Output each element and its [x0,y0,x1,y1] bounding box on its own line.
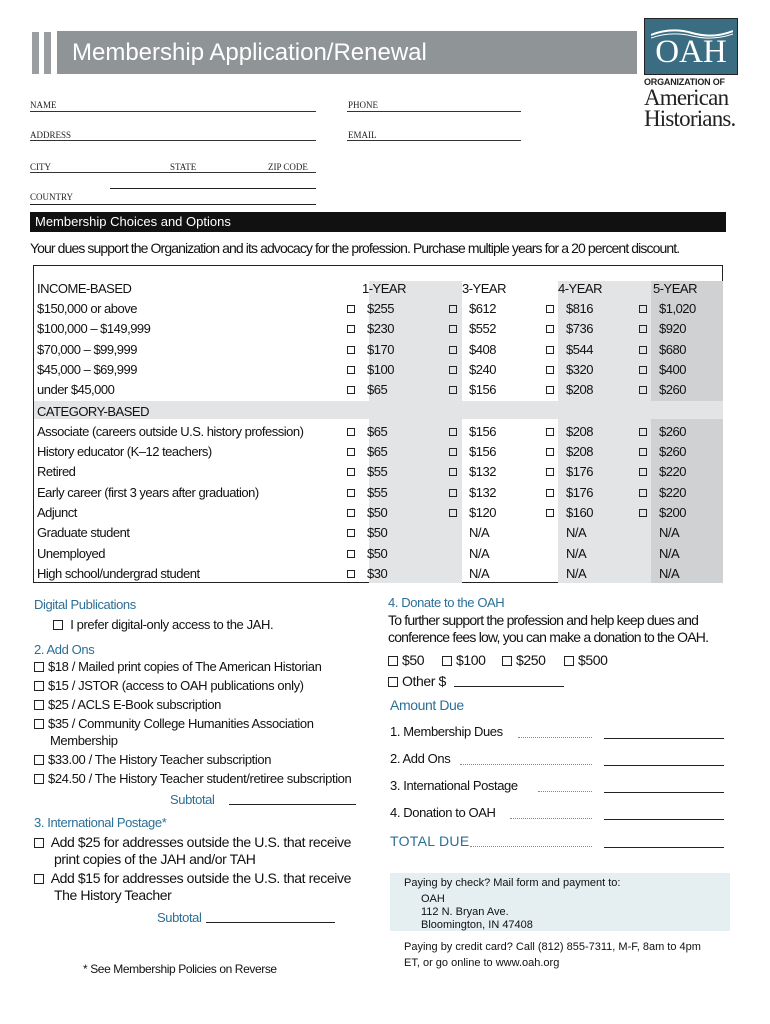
checkbox[interactable] [639,366,647,374]
checkbox[interactable] [347,550,355,558]
postage-subtotal-field[interactable] [206,922,335,923]
price-option[interactable]: $612 [449,301,496,316]
due-line-2-field[interactable] [604,765,724,766]
addon-item[interactable]: $33.00 / The History Teacher subscription [34,752,271,767]
price-option[interactable]: $230 [347,321,394,336]
row-label: $70,000 – $99,999 [37,341,137,357]
checkbox[interactable] [639,346,647,354]
table-row [34,462,724,482]
checkbox[interactable] [442,656,452,666]
addon-item-cont: Membership [50,733,118,748]
column-header: 1-YEAR [362,281,406,296]
row-label: Associate (careers outside U.S. history profession) [37,423,304,439]
income-heading: INCOME-BASED [37,281,132,296]
checkbox[interactable] [34,774,44,784]
checkbox[interactable] [347,386,355,394]
header-bars [32,32,54,74]
price-option[interactable]: $55 [347,464,387,479]
checkbox[interactable] [546,428,554,436]
addon-item[interactable]: $18 / Mailed print copies of The American Historian [34,659,321,674]
column-header: 3-YEAR [462,281,506,296]
checkbox[interactable] [449,386,457,394]
row-label: High school/undergrad student [37,565,200,581]
price-option[interactable]: $120 [449,505,496,520]
due-line-2-label: 2. Add Ons [390,751,451,766]
row-label: Graduate student [37,525,130,541]
checkbox[interactable] [449,448,457,456]
row-label: under $45,000 [37,382,115,398]
price-option[interactable]: $255 [347,301,394,316]
country-label: COUNTRY [30,192,74,202]
checkbox[interactable] [546,386,554,394]
price-option[interactable]: $208 [546,444,593,459]
price-option[interactable]: $132 [449,464,496,479]
price-option[interactable]: $65 [347,382,387,397]
table-row [34,299,724,319]
mail-address-line-3: Bloomington, IN 47408 [421,919,533,931]
wave-icon [651,27,733,39]
price-option[interactable]: $1,020 [639,301,696,316]
row-label: $45,000 – $69,999 [37,361,137,377]
price-option[interactable]: $544 [546,342,593,357]
logo-name-line2: Historians. [644,106,736,131]
donate-amount[interactable]: $50 [388,652,424,668]
policies-note: * See Membership Policies on Reverse [83,962,277,976]
name-field[interactable] [30,98,316,112]
zip-label: ZIP CODE [268,162,308,172]
price-option[interactable]: $260 [639,424,686,439]
table-row [34,483,724,503]
pay-by-check: Paying by check? Mail form and payment to: [404,877,621,889]
price-option[interactable]: $160 [546,505,593,520]
mail-address-line-2: 112 N. Bryan Ave. [421,906,509,918]
table-row [34,503,724,523]
checkbox[interactable] [34,874,44,884]
checkbox[interactable] [34,719,44,729]
table-row [34,523,724,543]
logo-org-line: ORGANIZATION OF [644,77,725,87]
addons-subtotal-field[interactable] [229,804,356,805]
due-line-4-label: 4. Donation to OAH [390,805,496,820]
row-label: $150,000 or above [37,301,137,316]
donate-text-2: conference fees low, you can make a donation to the OAH. [388,629,709,645]
price-option: N/A [469,565,490,581]
table-row [34,340,724,360]
due-line-1-field[interactable] [604,738,724,739]
checkbox[interactable] [546,305,554,313]
page-title: Membership Application/Renewal [57,31,637,74]
price-option[interactable]: $100 [347,362,394,377]
due-line-3-field[interactable] [604,792,724,793]
column-header: 4-YEAR [558,281,602,296]
donate-amount[interactable]: $500 [564,652,608,668]
row-label: Retired [37,464,76,480]
price-option[interactable]: $65 [347,424,387,439]
address-label: ADDRESS [30,130,72,140]
price-option: N/A [566,565,587,581]
donate-other[interactable]: Other $ [388,673,446,689]
price-option[interactable]: $50 [347,525,387,540]
price-option[interactable]: $200 [639,505,686,520]
checkbox[interactable] [639,489,647,497]
total-due-label: TOTAL DUE [390,833,470,849]
amount-due-heading: Amount Due [390,697,464,713]
price-option[interactable]: $260 [639,382,686,397]
row-label: $100,000 – $149,999 [37,321,151,337]
checkbox[interactable] [449,305,457,313]
price-option[interactable]: $132 [449,485,496,500]
checkbox[interactable] [546,366,554,374]
digital-heading: Digital Publications [34,597,136,612]
row-label: Early career (first 3 years after graduation) [37,484,259,500]
checkbox[interactable] [639,448,647,456]
checkbox[interactable] [347,529,355,537]
addon-item[interactable]: $24.50 / The History Teacher student/retiree subscription [34,771,351,786]
price-option[interactable]: $320 [546,362,593,377]
checkbox[interactable] [639,428,647,436]
checkbox[interactable] [34,755,44,765]
price-option[interactable]: $400 [639,362,686,377]
leader-dots [538,791,592,792]
membership-choices-heading: Membership Choices and Options [30,212,726,232]
table-row [34,380,724,400]
checkbox[interactable] [347,305,355,313]
price-option: N/A [469,545,490,561]
checkbox[interactable] [546,509,554,517]
leader-dots [460,764,592,765]
price-option[interactable]: $260 [639,444,686,459]
leader-dots [518,737,592,738]
checkbox[interactable] [449,509,457,517]
leader-dots [470,846,592,847]
checkbox[interactable] [34,700,44,710]
price-option[interactable]: $50 [347,505,387,520]
price-option[interactable]: $156 [449,382,496,397]
price-option[interactable]: $208 [546,382,593,397]
checkbox[interactable] [449,428,457,436]
logo-mark: OAH [644,18,738,75]
pay-by-card-1: Paying by credit card? Call (812) 855-7311, M-F, 8am to 4pm [404,941,701,953]
checkbox[interactable] [639,386,647,394]
checkbox[interactable] [502,656,512,666]
row-label: Adjunct [37,505,77,520]
addon-item[interactable]: $25 / ACLS E-Book subscription [34,697,221,712]
phone-label: PHONE [348,100,379,110]
checkbox[interactable] [639,305,647,313]
checkbox[interactable] [34,838,44,848]
checkbox[interactable] [546,448,554,456]
checkbox[interactable] [449,346,457,354]
digital-option[interactable]: I prefer digital-only access to the JAH. [53,617,273,632]
city-underline [110,188,316,189]
price-option[interactable]: $408 [449,342,496,357]
price-option[interactable]: $220 [639,464,686,479]
address-field[interactable] [30,127,316,141]
checkbox[interactable] [347,509,355,517]
price-option[interactable]: $55 [347,485,387,500]
price-option[interactable]: $240 [449,362,496,377]
city-label: CITY [30,162,51,172]
table-row [34,544,724,564]
price-option[interactable]: $208 [546,424,593,439]
price-option[interactable]: $50 [347,546,387,561]
checkbox[interactable] [347,366,355,374]
postage-option-1-cont: print copies of the JAH and/or TAH [54,851,256,867]
choices-intro: Your dues support the Organization and its advocacy for the profession. Purchase multiple years for a 20 percent discount. [30,240,680,256]
pay-by-card-2: ET, or go online to www.oah.org [404,957,560,969]
checkbox[interactable] [639,509,647,517]
table-row [34,402,724,422]
price-option: N/A [566,545,587,561]
postage-heading: 3. International Postage* [34,815,167,830]
checkbox[interactable] [347,448,355,456]
table-row [34,360,724,380]
mail-address-line-1: OAH [421,893,445,905]
due-line-4-field[interactable] [604,819,724,820]
price-option[interactable]: $680 [639,342,686,357]
checkbox[interactable] [53,620,63,630]
checkbox[interactable] [347,489,355,497]
donate-amount[interactable]: $100 [442,652,486,668]
price-option: N/A [469,525,490,541]
addons-subtotal-label: Subtotal [170,792,215,807]
category-heading: CATEGORY-BASED [37,403,149,419]
checkbox[interactable] [347,346,355,354]
price-option[interactable]: $30 [347,566,387,581]
table-row [34,442,724,462]
state-label: STATE [170,162,197,172]
checkbox[interactable] [34,662,44,672]
price-option[interactable]: $156 [449,444,496,459]
total-due-field[interactable] [604,847,724,848]
membership-table [33,265,723,583]
checkbox[interactable] [546,325,554,333]
donate-amount[interactable]: $250 [502,652,546,668]
checkbox[interactable] [639,468,647,476]
price-option[interactable]: $220 [639,485,686,500]
row-label: History educator (K–12 teachers) [37,444,212,460]
checkbox[interactable] [347,325,355,333]
price-option[interactable]: $65 [347,444,387,459]
name-label: NAME [30,100,57,110]
price-option[interactable]: $176 [546,464,593,479]
price-option[interactable]: $552 [449,321,496,336]
postage-option-1[interactable]: Add $25 for addresses outside the U.S. that receive [34,834,351,850]
price-option[interactable]: $156 [449,424,496,439]
table-row [34,564,724,584]
checkbox[interactable] [546,346,554,354]
due-line-1-label: 1. Membership Dues [390,724,503,739]
logo-name-line1: American [644,85,729,110]
checkbox[interactable] [639,325,647,333]
checkbox[interactable] [449,366,457,374]
price-option[interactable]: $816 [546,301,593,316]
checkbox[interactable] [449,489,457,497]
table-row [34,319,724,339]
price-option[interactable]: $920 [639,321,686,336]
country-underline [30,204,316,205]
checkbox[interactable] [347,468,355,476]
price-option[interactable]: $176 [546,485,593,500]
price-option[interactable]: $736 [546,321,593,336]
donate-heading: 4. Donate to the OAH [388,595,505,610]
addon-item[interactable]: $15 / JSTOR (access to OAH publications only) [34,678,304,693]
price-option: N/A [659,545,680,561]
checkbox[interactable] [34,681,44,691]
checkbox[interactable] [347,428,355,436]
email-label: EMAIL [348,130,377,140]
price-option: N/A [659,525,680,541]
checkbox[interactable] [388,656,398,666]
row-label: Unemployed [37,545,105,561]
checkbox[interactable] [388,677,398,687]
price-option: N/A [659,565,680,581]
leader-dots [510,818,592,819]
postage-option-2[interactable]: Add $15 for addresses outside the U.S. that receive [34,870,351,886]
addon-item[interactable]: $35 / Community College Humanities Association [34,716,314,731]
checkbox[interactable] [564,656,574,666]
due-line-3-label: 3. International Postage [390,778,518,793]
price-option[interactable]: $170 [347,342,394,357]
checkbox[interactable] [449,325,457,333]
table-row [34,279,724,299]
donate-text-1: To further support the profession and help keep dues and [388,612,699,628]
checkbox[interactable] [347,570,355,578]
checkbox[interactable] [449,468,457,476]
column-header: 5-YEAR [653,281,697,296]
table-row [34,422,724,442]
postage-option-2-cont: The History Teacher [54,887,172,903]
postage-subtotal-label: Subtotal [157,910,202,925]
price-option: N/A [566,525,587,541]
checkbox[interactable] [546,468,554,476]
donate-other-field[interactable] [454,686,564,687]
checkbox[interactable] [546,489,554,497]
oah-logo [644,18,744,130]
addons-heading: 2. Add Ons [34,642,95,657]
